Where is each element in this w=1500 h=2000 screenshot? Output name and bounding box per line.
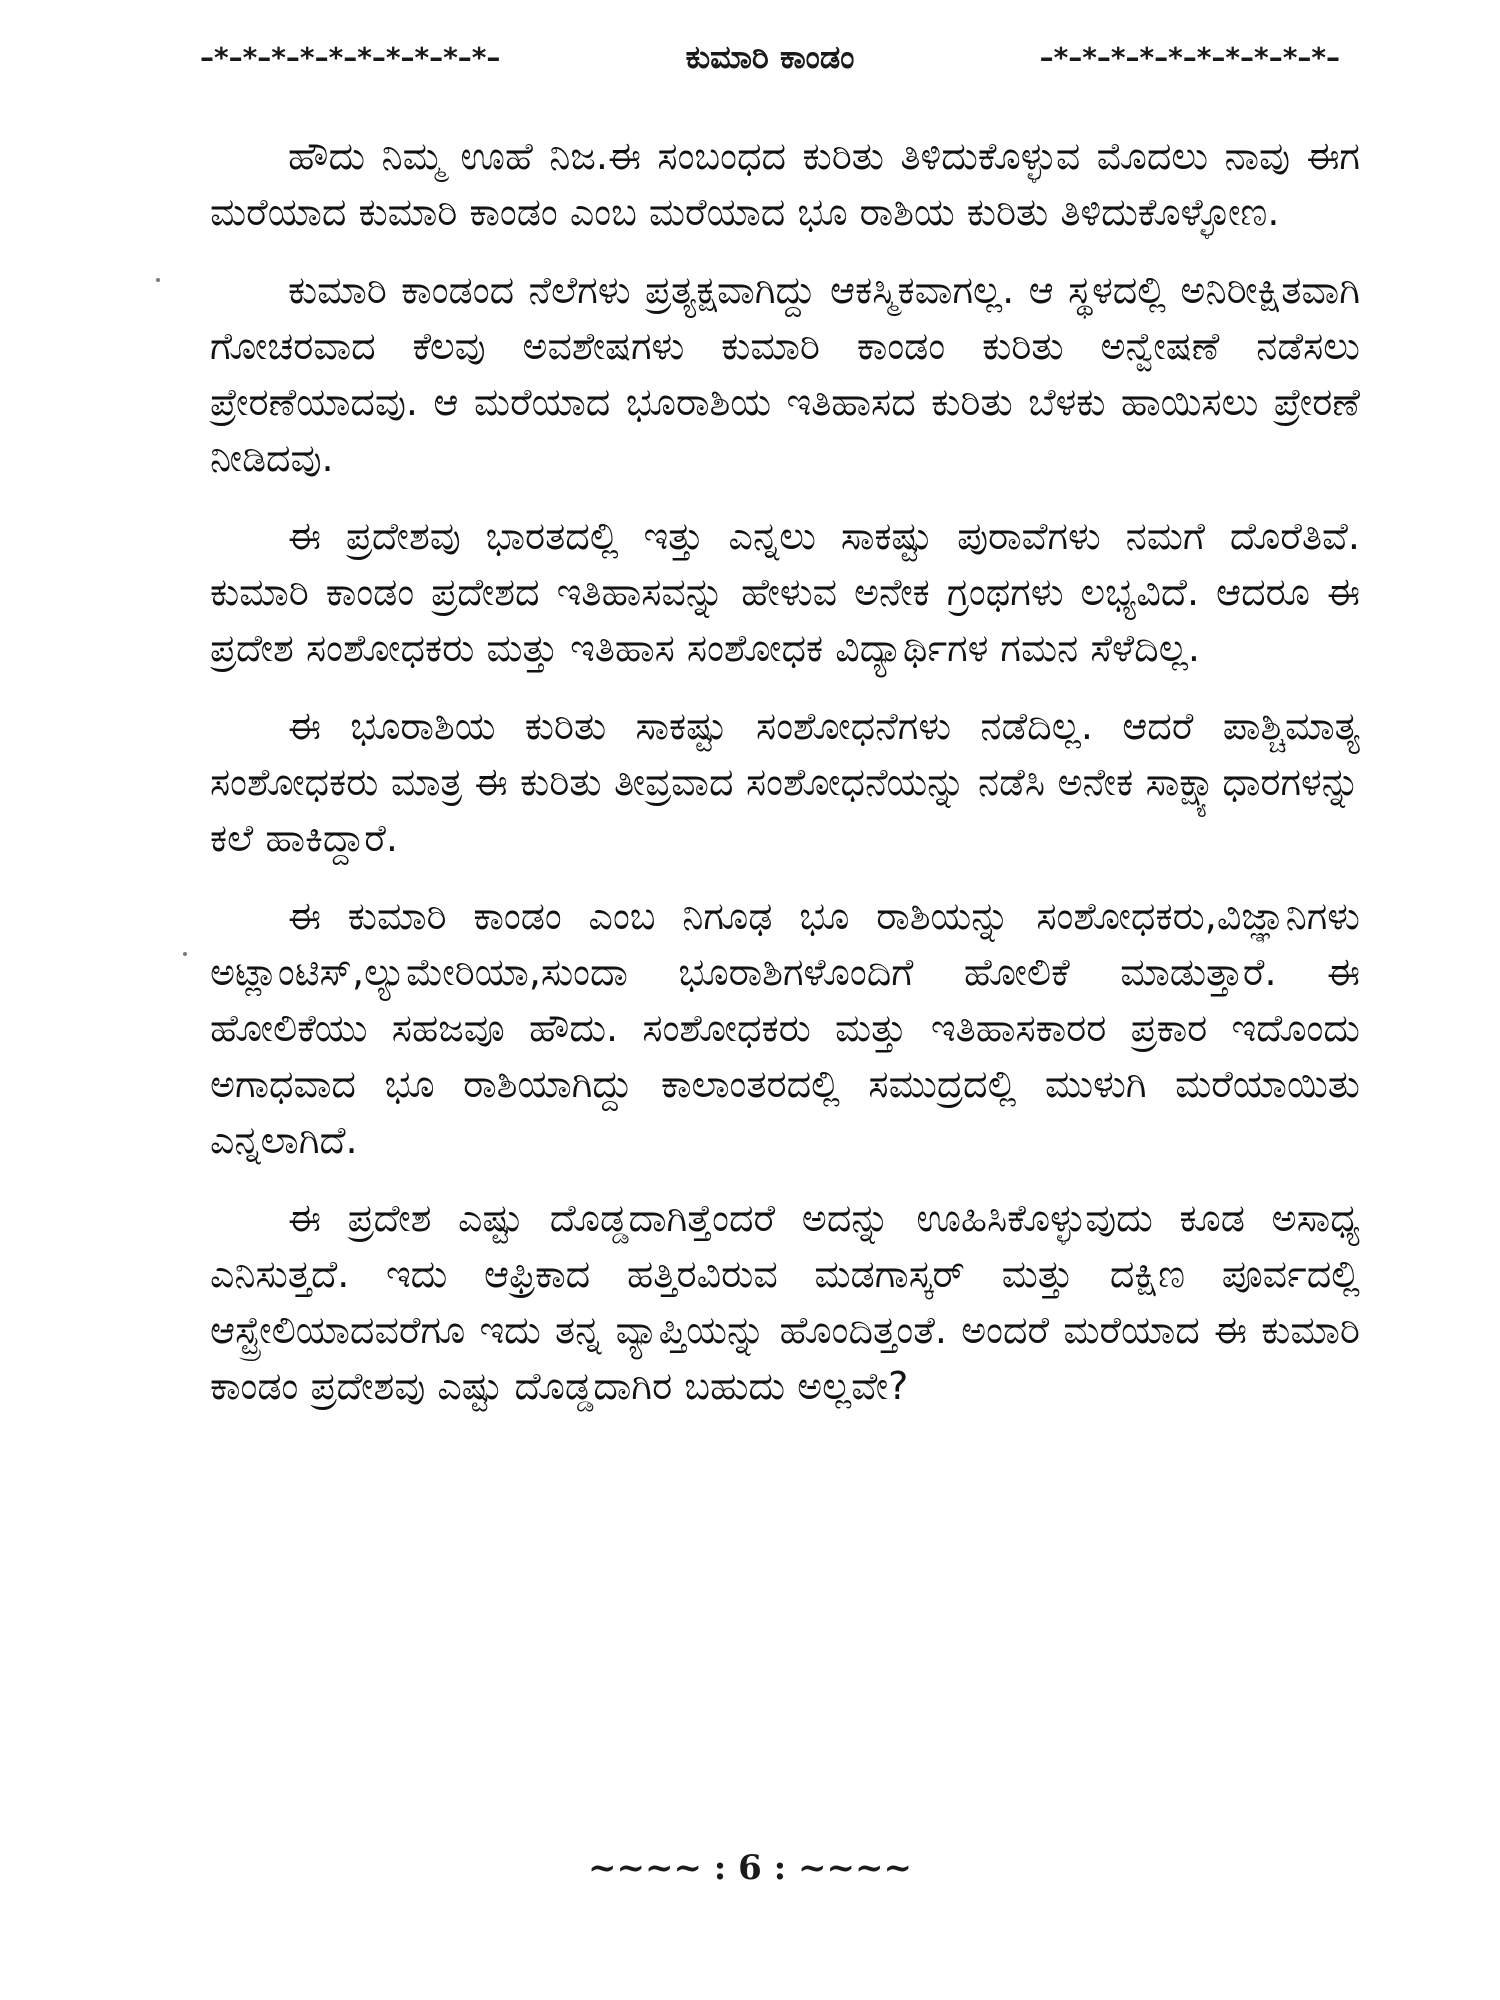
header-right-ornament: –*–*–*–*–*–*–*–*–*–*– xyxy=(1039,41,1340,74)
scan-speck xyxy=(183,952,187,956)
paragraph: ಕುಮಾರಿ ಕಾಂಡಂದ ನೆಲೆಗಳು ಪ್ರತ್ಯಕ್ಷವಾಗಿದ್ದು ಆಕಸ್ಮಿಕವಾಗಲ್ಲ. ಆ ಸ್ಥಳದಲ್ಲಿ ಅನಿರೀಕ್ಷಿತವಾಗಿ ಗೋಚರವಾದ ಕೆಲವು ಅವಶೇಷಗಳು ಕುಮಾರಿ ಕಾಂಡಂ ಕುರಿತು ಅನ್ವೇಷಣೆ ನಡೆಸಲು ಪ್ರೇರಣೆಯಾದವು. ಆ ಮರೆಯಾದ ಭೂರಾಶಿಯ ಇತಿಹಾಸದ ಕುರಿತು ಬೆಳಕು ಹಾಯಿಸಲು ಪ್ರೇರಣೆ ನೀಡಿದವು. xyxy=(210,268,1360,480)
header-left-ornament: –*–*–*–*–*–*–*–*–*–*– xyxy=(200,41,501,74)
body-text xyxy=(210,128,1360,1436)
scan-speck xyxy=(156,278,160,282)
running-header xyxy=(200,38,1340,77)
paragraph: ಈ ಕುಮಾರಿ ಕಾಂಡಂ ಎಂಬ ನಿಗೂಢ ಭೂ ರಾಶಿಯನ್ನು ಸಂಶೋಧಕರು,ವಿಜ್ಞಾನಿಗಳು ಅಟ್ಲಾಂಟಿಸ್,ಲ್ಯುಮೇರಿಯಾ,ಸುಂದಾ ಭೂರಾಶಿಗಳೊಂದಿಗೆ ಹೋಲಿಕೆ ಮಾಡುತ್ತಾರೆ. ಈ ಹೋಲಿಕೆಯು ಸಹಜವೂ ಹೌದು. ಸಂಶೋಧಕರು ಮತ್ತು ಇತಿಹಾಸಕಾರರ ಪ್ರಕಾರ ಇದೊಂದು ಅಗಾಧವಾದ ಭೂ ರಾಶಿಯಾಗಿದ್ದು ಕಾಲಾಂತರದಲ್ಲಿ ಸಮುದ್ರದಲ್ಲಿ ಮುಳುಗಿ ಮರೆಯಾಯಿತು ಎನ್ನಲಾಗಿದೆ. xyxy=(210,894,1360,1162)
page-number: ~~~~ : 6 : ~~~~ xyxy=(587,1848,912,1888)
header-title: ಕುಮಾರಿ ಕಾಂಡಂ xyxy=(685,38,855,76)
paragraph: ಈ ಪ್ರದೇಶ ಎಷ್ಟು ದೊಡ್ಡದಾಗಿತ್ತೆಂದರೆ ಅದನ್ನು ಊಹಿಸಿಕೊಳ್ಳುವುದು ಕೂಡ ಅಸಾಧ್ಯ ಎನಿಸುತ್ತದೆ. ಇದು ಆಫ್ರಿಕಾದ ಹತ್ತಿರವಿರುವ ಮಡಗಾಸ್ಕರ್ ಮತ್ತು ದಕ್ಷಿಣ ಪೂರ್ವದಲ್ಲಿ ಆಸ್ಟ್ರೇಲಿಯಾದವರೆಗೂ ಇದು ತನ್ನ ವ್ಯಾಪ್ತಿಯನ್ನು ಹೊಂದಿತ್ತಂತೆ. ಅಂದರೆ ಮರೆಯಾದ ಈ ಕುಮಾರಿ ಕಾಂಡಂ ಪ್ರದೇಶವು ಎಷ್ಟು ದೊಡ್ಡದಾಗಿರ ಬಹುದು ಅಲ್ಲವೇ? xyxy=(210,1196,1360,1408)
paragraph: ಈ ಭೂರಾಶಿಯ ಕುರಿತು ಸಾಕಷ್ಟು ಸಂಶೋಧನೆಗಳು ನಡೆದಿಲ್ಲ. ಆದರೆ ಪಾಶ್ಚಿಮಾತ್ಯ ಸಂಶೋಧಕರು ಮಾತ್ರ ಈ ಕುರಿತು ತೀವ್ರವಾದ ಸಂಶೋಧನೆಯನ್ನು ನಡೆಸಿ ಅನೇಕ ಸಾಕ್ಷ್ಯಾಧಾರಗಳನ್ನು ಕಲೆ ಹಾಕಿದ್ದಾರೆ. xyxy=(210,704,1360,860)
paragraph: ಈ ಪ್ರದೇಶವು ಭಾರತದಲ್ಲಿ ಇತ್ತು ಎನ್ನಲು ಸಾಕಷ್ಟು ಪುರಾವೆಗಳು ನಮಗೆ ದೊರೆತಿವೆ. ಕುಮಾರಿ ಕಾಂಡಂ ಪ್ರದೇಶದ ಇತಿಹಾಸವನ್ನು ಹೇಳುವ ಅನೇಕ ಗ್ರಂಥಗಳು ಲಭ್ಯವಿದೆ. ಆದರೂ ಈ ಪ್ರದೇಶ ಸಂಶೋಧಕರು ಮತ್ತು ಇತಿಹಾಸ ಸಂಶೋಧಕ ವಿದ್ಯಾರ್ಥಿಗಳ ಗಮನ ಸೆಳೆದಿಲ್ಲ. xyxy=(210,514,1360,670)
paragraph: ಹೌದು ನಿಮ್ಮ ಊಹೆ ನಿಜ.ಈ ಸಂಬಂಧದ ಕುರಿತು ತಿಳಿದುಕೊಳ್ಳುವ ಮೊದಲು ನಾವು ಈಗ ಮರೆಯಾದ ಕುಮಾರಿ ಕಾಂಡಂ ಎಂಬ ಮರೆಯಾದ ಭೂ ರಾಶಿಯ ಕುರಿತು ತಿಳಿದುಕೊಳ್ಳೋಣ. xyxy=(210,134,1360,234)
